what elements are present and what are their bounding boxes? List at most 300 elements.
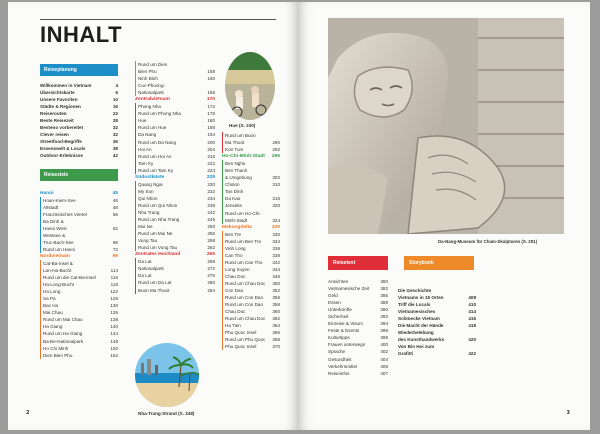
toc-entry[interactable]: [40, 82, 118, 89]
toc-entry[interactable]: [40, 89, 118, 96]
toc-entry[interactable]: [225, 273, 280, 280]
toc-entry-page: 118: [110, 282, 118, 288]
toc-entry-page: 4: [115, 83, 118, 88]
toc-entry-title: Rund um Vung Tau: [138, 245, 178, 251]
toc-entry[interactable]: [138, 223, 215, 230]
toc-entry-title: Vung Tau: [138, 238, 158, 244]
reisetext-list: [328, 278, 388, 377]
toc-entry[interactable]: [138, 103, 215, 110]
toc-entry-title: Die Geschichte: [398, 288, 432, 293]
toc-entry[interactable]: [43, 197, 118, 204]
toc-entry[interactable]: [225, 188, 280, 195]
toc-entry-page: 180: [207, 118, 215, 124]
toc-entry[interactable]: [328, 278, 388, 285]
toc-entry-title: Rund um Hue: [138, 125, 167, 131]
toc-entry-page: 336: [272, 245, 280, 251]
toc-entry[interactable]: [328, 348, 388, 355]
toc-entry-page: 276: [207, 273, 215, 279]
toc-entry[interactable]: [225, 266, 280, 273]
toc-entry[interactable]: [398, 329, 476, 336]
hcm-list: [222, 160, 280, 223]
toc-entry[interactable]: [138, 61, 215, 68]
toc-entry-page: 292: [272, 147, 280, 153]
toc-entry-title: Rund um Phong Nha: [138, 111, 181, 117]
reisetext-label: Reisetext: [328, 256, 388, 270]
toc-entry-page: 272: [207, 266, 215, 272]
toc-entry[interactable]: [138, 272, 215, 279]
toc-entry-title: Tan Dinh: [225, 189, 244, 195]
toc-entry-page: 350: [272, 280, 280, 286]
toc-entry[interactable]: [43, 232, 118, 239]
toc-entry[interactable]: [43, 302, 118, 309]
toc-entry-title: Hue: [138, 118, 147, 124]
col3-top-list: [222, 132, 280, 153]
toc-entry[interactable]: [225, 217, 280, 224]
toc-entry-title: Vietnamesisches: [398, 309, 436, 315]
toc-entry-title: Mai Chau: [43, 310, 63, 316]
toc-entry-page: 144: [110, 331, 118, 337]
toc-entry[interactable]: [40, 124, 118, 131]
toc-entry[interactable]: [43, 295, 118, 302]
toc-entry[interactable]: [225, 308, 280, 315]
toc-entry-page: 188: [207, 125, 215, 131]
toc-entry-title: Geld: [328, 293, 338, 299]
toc-entry[interactable]: [43, 316, 118, 323]
toc-entry-title: Ha Long: [43, 289, 61, 295]
toc-entry-page: 230: [207, 181, 215, 187]
toc-entry-page: 148: [110, 338, 118, 344]
toc-entry-title: Besteno vorbereitet: [40, 125, 84, 131]
section-hanoi[interactable]: Hanoi 45: [40, 190, 118, 196]
toc-entry[interactable]: [398, 294, 476, 301]
toc-entry-title: Da Kao: [225, 196, 241, 202]
page-title: INHALT: [40, 22, 123, 47]
toc-entry-title: Buon Ma Thuot: [138, 287, 170, 293]
toc-entry-page: 302: [272, 175, 280, 181]
toc-entry-page: 310: [272, 182, 280, 188]
toc-entry-title: Gesundheit: [328, 356, 352, 362]
mekong-list: [222, 231, 280, 351]
toc-entry-title: Von Bin Hoi zum: [398, 344, 435, 350]
toc-entry-title: Clever reisen: [40, 132, 69, 138]
toc-entry[interactable]: [43, 204, 118, 211]
toc-entry-page: 46: [112, 197, 118, 203]
toc-entry[interactable]: [225, 287, 280, 294]
toc-entry[interactable]: [43, 260, 118, 267]
section-zentralvietnam[interactable]: Zentralvietnam 170: [135, 97, 215, 103]
toc-entry[interactable]: [43, 274, 118, 281]
toc-entry[interactable]: [225, 259, 280, 266]
toc-entry-page: 234: [207, 195, 215, 201]
toc-entry[interactable]: [138, 202, 215, 209]
toc-entry-title: Cholon: [225, 182, 240, 188]
toc-entry-page: 32: [112, 125, 118, 131]
section-nordvietnam[interactable]: Nordvietnam 99: [40, 253, 118, 259]
toc-entry-title: Altstadt: [43, 204, 59, 210]
toc-entry-page: 258: [207, 238, 215, 244]
toc-entry-title: & Umgebung: [225, 175, 252, 181]
toc-entry[interactable]: [138, 82, 215, 89]
toc-entry-title: Nationalpark: [138, 90, 164, 96]
toc-entry[interactable]: [138, 195, 215, 202]
toc-entry-title: Hanoi West: [43, 225, 67, 231]
toc-entry-title: Phong Nha: [138, 104, 161, 110]
toc-entry-page: 400: [380, 342, 388, 348]
toc-entry[interactable]: [138, 146, 215, 153]
toc-entry-title: Westsee &: [43, 232, 66, 238]
toc-entry[interactable]: [40, 131, 118, 138]
toc-entry-title: Wiederbelebung: [398, 330, 434, 336]
toc-entry-title: Nationalpark: [138, 266, 164, 272]
toc-entry-page: 418: [468, 323, 476, 329]
toc-entry-page: 194: [207, 132, 215, 138]
toc-entry-title: Rund um Da Nang: [138, 139, 177, 145]
toc-entry[interactable]: [40, 152, 118, 159]
toc-entry[interactable]: [138, 153, 215, 160]
toc-entry-page: 422: [468, 351, 476, 357]
toc-entry-title: Rund um Hanoi: [43, 246, 75, 252]
toc-entry[interactable]: [328, 370, 388, 377]
toc-entry-title: Phu Quoc Insel: [225, 344, 257, 350]
toc-entry-title: Rund um Phu Quoc: [225, 337, 266, 343]
toc-entry[interactable]: [225, 329, 280, 336]
toc-entry[interactable]: [40, 96, 118, 103]
toc-entry[interactable]: [40, 138, 118, 145]
toc-entry[interactable]: [43, 281, 118, 288]
toc-entry[interactable]: [398, 301, 476, 308]
toc-entry[interactable]: [328, 285, 388, 292]
toc-entry-title: Ba Dinh &: [43, 218, 64, 224]
toc-entry-page: 324: [272, 217, 280, 223]
toc-entry-page: 352: [272, 288, 280, 294]
toc-entry-title: Rund um Chau Doc: [225, 280, 266, 286]
toc-entry-page: 394: [380, 321, 388, 327]
storybook-column: [398, 287, 476, 357]
toc-entry-title: Long Xuyen: [225, 266, 250, 272]
toc-entry-title: Rund um Mui Ne: [138, 231, 173, 237]
toc-entry[interactable]: [328, 327, 388, 334]
toc-entry-page: 68: [112, 239, 118, 245]
toc-entry-page: 382: [380, 286, 388, 292]
toc-entry-page: 410: [468, 302, 476, 308]
toc-entry[interactable]: [43, 323, 118, 330]
toc-entry-title: Vinh Long: [225, 245, 246, 251]
toc-entry[interactable]: [40, 145, 118, 152]
toc-entry-title: Ha Tien: [225, 323, 241, 329]
toc-entry-page: 56: [112, 211, 118, 217]
toc-entry-title: Verkehrsmittel: [328, 363, 358, 369]
toc-entry[interactable]: [328, 299, 388, 306]
toc-entry[interactable]: [138, 279, 215, 286]
toc-entry-page: 242: [207, 209, 215, 215]
toc-entry-title: Quang Ngai: [138, 181, 163, 187]
toc-entry[interactable]: [225, 294, 280, 301]
toc-entry-page: 152: [110, 352, 118, 358]
toc-entry-title: Ben Nghe: [225, 161, 246, 167]
toc-entry[interactable]: [328, 341, 388, 348]
toc-entry-page: 222: [207, 160, 215, 166]
toc-entry[interactable]: [225, 301, 280, 308]
toc-entry-title: Qui Nhon: [138, 195, 158, 201]
toc-entry-title: Rund um Mai Chau: [43, 317, 83, 323]
toc-entry-page: 380: [380, 279, 388, 284]
toc-entry-page: 386: [380, 293, 388, 299]
toc-entry-page: 398: [380, 335, 388, 341]
toc-entry-title: Essen: [328, 300, 341, 306]
toc-entry[interactable]: [138, 230, 215, 237]
toc-entry-page: 72: [112, 246, 118, 252]
toc-entry[interactable]: [225, 322, 280, 329]
toc-entry-page: 10: [112, 97, 118, 103]
toc-entry[interactable]: [43, 288, 118, 295]
toc-entry[interactable]: [328, 306, 388, 313]
toc-entry[interactable]: [225, 280, 280, 287]
toc-entry[interactable]: [138, 287, 215, 294]
toc-entry-title: Hoan-Kiem-See: [43, 197, 76, 203]
toc-entry[interactable]: [138, 181, 215, 188]
hue-caption: Hue (S. 230): [229, 123, 256, 128]
toc-entry-page: 290: [272, 140, 280, 146]
toc-entry[interactable]: [225, 167, 280, 174]
toc-entry-page: 404: [380, 356, 388, 362]
toc-entry-page: 130: [110, 303, 118, 309]
toc-entry-title: Reiseinfos: [328, 370, 350, 376]
toc-entry-title: My Son: [138, 188, 154, 194]
toc-entry[interactable]: [40, 110, 118, 117]
toc-entry[interactable]: [225, 146, 280, 153]
zentralvietnam-list: [135, 103, 215, 173]
toc-entry[interactable]: [328, 334, 388, 341]
toc-entry[interactable]: [225, 336, 280, 343]
toc-entry[interactable]: [43, 309, 118, 316]
toc-entry[interactable]: [225, 139, 280, 146]
toc-entry-title: Sa Pa: [43, 296, 56, 302]
toc-entry[interactable]: [328, 313, 388, 320]
toc-entry-page: 320: [272, 203, 280, 209]
toc-entry-title: Nha Trang: [138, 209, 160, 215]
toc-entry-title: Französisches Viertel: [43, 211, 87, 217]
toc-entry-title: Chau Doc: [225, 273, 246, 279]
toc-entry-title: Ben Thanh: [225, 168, 248, 174]
toc-entry[interactable]: [138, 139, 215, 146]
toc-entry[interactable]: [138, 265, 215, 272]
toc-entry[interactable]: [225, 343, 280, 350]
reiseziele-label: Reiseziele: [40, 169, 118, 181]
toc-entry-page: 158: [207, 69, 215, 75]
section-suedostkueste[interactable]: Südostküste 228: [135, 174, 215, 180]
toc-entry-title: Phu Quoc Insel: [225, 330, 257, 336]
toc-entry-title: des Kunsthandwerks: [398, 337, 445, 343]
toc-entry-title: Rund um Nha Trang: [138, 217, 180, 223]
toc-entry-title: Ansichten: [328, 279, 349, 284]
hochland-list: [135, 258, 215, 293]
cham-statue-image: [328, 18, 564, 234]
toc-entry[interactable]: [328, 320, 388, 327]
toc-entry[interactable]: [43, 211, 118, 218]
toc-entry-page: 6: [115, 90, 118, 96]
toc-entry-page: 22: [112, 111, 118, 117]
toc-entry-title: Rund um Da Lat: [138, 280, 172, 286]
toc-entry-title: Ho Chi Minh: [43, 345, 69, 351]
toc-entry-title: Rund um Ben Tre: [225, 238, 262, 244]
toc-entry[interactable]: [138, 209, 215, 216]
toc-entry-page: 200: [207, 139, 215, 145]
toc-entry-page: 255: [207, 231, 215, 237]
toc-entry[interactable]: [138, 124, 215, 131]
toc-entry-page: 262: [207, 245, 215, 251]
toc-entry-page: 334: [272, 238, 280, 244]
toc-entry-page: 250: [207, 224, 215, 230]
toc-entry-title: Unsere Favoriten: [40, 97, 78, 103]
toc-entry[interactable]: [328, 356, 388, 363]
toc-entry-title: Rund um Hoi An: [138, 153, 172, 159]
toc-entry-title: Streetfood-Begriffe: [40, 139, 82, 145]
toc-entry-page: 204: [207, 146, 215, 152]
toc-entry[interactable]: [225, 132, 280, 139]
toc-entry-title: Rund um Con Dao: [225, 295, 264, 301]
toc-entry-title: Can Tho: [225, 252, 243, 258]
toc-entry-title: Hoi An: [138, 146, 152, 152]
toc-entry-page: 48: [112, 204, 118, 210]
toc-entry-page: 280: [207, 280, 215, 286]
toc-entry-page: 28: [112, 118, 118, 124]
toc-entry[interactable]: [138, 237, 215, 244]
toc-entry[interactable]: [43, 267, 118, 274]
toc-entry-title: Cat-Ba-Insel &: [43, 260, 73, 266]
section-mekongdelta[interactable]: Mekongdelta 329: [222, 224, 280, 230]
toc-entry-title: Ha Giang: [43, 324, 63, 330]
toc-entry[interactable]: [43, 218, 118, 225]
toc-entry[interactable]: [43, 239, 118, 246]
toc-entry-page: 344: [272, 266, 280, 272]
toc-entry[interactable]: [225, 315, 280, 322]
section-ho-chi-minh-stadt[interactable]: Ho-Chi-Minh-Stadt 295: [222, 154, 280, 160]
toc-entry[interactable]: [43, 246, 118, 253]
toc-entry[interactable]: [43, 352, 118, 359]
toc-entry-title: Essenswelt & Locals: [40, 146, 86, 152]
toc-entry[interactable]: [225, 231, 280, 238]
toc-entry[interactable]: [43, 225, 118, 232]
toc-entry[interactable]: [328, 292, 388, 299]
toc-entry[interactable]: [225, 210, 280, 217]
toc-entry-page: 390: [380, 307, 388, 313]
toc-entry-page: 232: [207, 188, 215, 194]
toc-entry[interactable]: [138, 258, 215, 265]
toc-entry[interactable]: [43, 345, 118, 352]
toc-entry-title: Schmecke Vietnam: [398, 316, 440, 322]
toc-entry-page: 216: [207, 153, 215, 159]
toc-entry-page: 416: [468, 316, 476, 322]
toc-entry[interactable]: [398, 315, 476, 322]
toc-entry-page: 358: [272, 302, 280, 308]
toc-entry-title: Outdoor-Erlebnisse: [40, 153, 83, 159]
toc-entry-page: 172: [207, 104, 215, 110]
toc-entry-page: 360: [272, 309, 280, 315]
toc-entry[interactable]: [225, 174, 280, 181]
toc-entry[interactable]: [138, 244, 215, 251]
toc-entry[interactable]: [40, 117, 118, 124]
toc-entry-page: 238: [207, 202, 215, 208]
open-guidebook: [8, 2, 590, 430]
toc-entry[interactable]: [398, 336, 476, 343]
toc-entry-page: 150: [110, 345, 118, 351]
toc-entry[interactable]: [398, 322, 476, 329]
toc-entry[interactable]: [225, 160, 280, 167]
toc-entry[interactable]: [138, 117, 215, 124]
statue-caption: Da-Nang-Museum für Cham-Skulpturen (S. 201): [438, 239, 538, 244]
toc-entry[interactable]: [225, 245, 280, 252]
reiseplanung-label: Reiseplanung: [40, 64, 118, 76]
toc-entry[interactable]: [138, 68, 215, 75]
toc-entry[interactable]: [398, 287, 476, 294]
toc-entry[interactable]: [225, 252, 280, 259]
toc-entry-title: Feste & Events: [328, 328, 360, 334]
toc-entry-page: 116: [110, 275, 118, 281]
toc-entry-page: 346: [272, 273, 280, 279]
toc-entry-page: 126: [110, 296, 118, 302]
toc-entry[interactable]: [398, 350, 476, 357]
toc-entry-title: Beste Reisezeit: [40, 118, 74, 124]
toc-entry-page: 392: [380, 314, 388, 320]
toc-entry-title: Städte & Regionen: [40, 104, 81, 110]
toc-entry-title: Ba-Be-Nationalpark: [43, 338, 84, 344]
toc-entry[interactable]: [398, 308, 476, 315]
toc-entry[interactable]: [138, 110, 215, 117]
reiseplanung-list: [40, 82, 118, 160]
toc-entry[interactable]: [138, 167, 215, 174]
nha-trang-photo: [135, 343, 199, 407]
section-zentrales-hochland[interactable]: Zentrales Hochland 265: [135, 252, 215, 258]
toc-entry[interactable]: [138, 160, 215, 167]
toc-entry-title: Rund um Chau Doc: [225, 316, 266, 322]
right-page-number: 3: [566, 410, 570, 416]
toc-entry[interactable]: [43, 338, 118, 345]
toc-entry-title: Cuc-Phuong-: [138, 83, 166, 89]
toc-entry[interactable]: [225, 238, 280, 245]
toc-entry-title: Rund um Tam Ky: [138, 167, 174, 173]
toc-entry[interactable]: [138, 188, 215, 195]
nha-trang-photo-image: [135, 343, 199, 407]
toc-entry-page: 338: [272, 252, 280, 258]
nordvietnam-list: [40, 260, 118, 359]
toc-entry[interactable]: [138, 75, 215, 82]
toc-entry-title: Übersichtskarte: [40, 90, 75, 96]
toc-entry-page: 366: [272, 330, 280, 336]
toc-entry[interactable]: [40, 103, 118, 110]
toc-entry[interactable]: [398, 343, 476, 350]
toc-entry[interactable]: [225, 195, 280, 202]
toc-entry[interactable]: [138, 89, 215, 96]
toc-entry-title: Sprache: [328, 349, 346, 355]
toc-entry-page: 414: [468, 309, 476, 315]
toc-entry-title: Truc-Bach-See: [43, 239, 74, 245]
toc-entry[interactable]: [138, 131, 215, 138]
toc-entry[interactable]: [138, 216, 215, 223]
toc-entry-title: Mui Ne: [138, 224, 153, 230]
toc-entry-title: Lan-Ha-Bucht: [43, 268, 72, 274]
toc-entry-title: Minh-Stadt: [225, 217, 248, 223]
toc-entry-title: Sicherheit: [328, 314, 349, 320]
toc-entry[interactable]: [225, 181, 280, 188]
toc-entry-page: 114: [110, 268, 118, 274]
toc-entry-title: Bien Phu: [138, 69, 157, 75]
toc-entry[interactable]: [43, 330, 118, 337]
toc-entry-title: Da Lat: [138, 273, 152, 279]
toc-entry[interactable]: [328, 363, 388, 370]
toc-entry-title: Da Nang: [138, 132, 157, 138]
toc-entry-title: Kulturtipps: [328, 335, 350, 341]
toc-entry[interactable]: [225, 202, 280, 209]
